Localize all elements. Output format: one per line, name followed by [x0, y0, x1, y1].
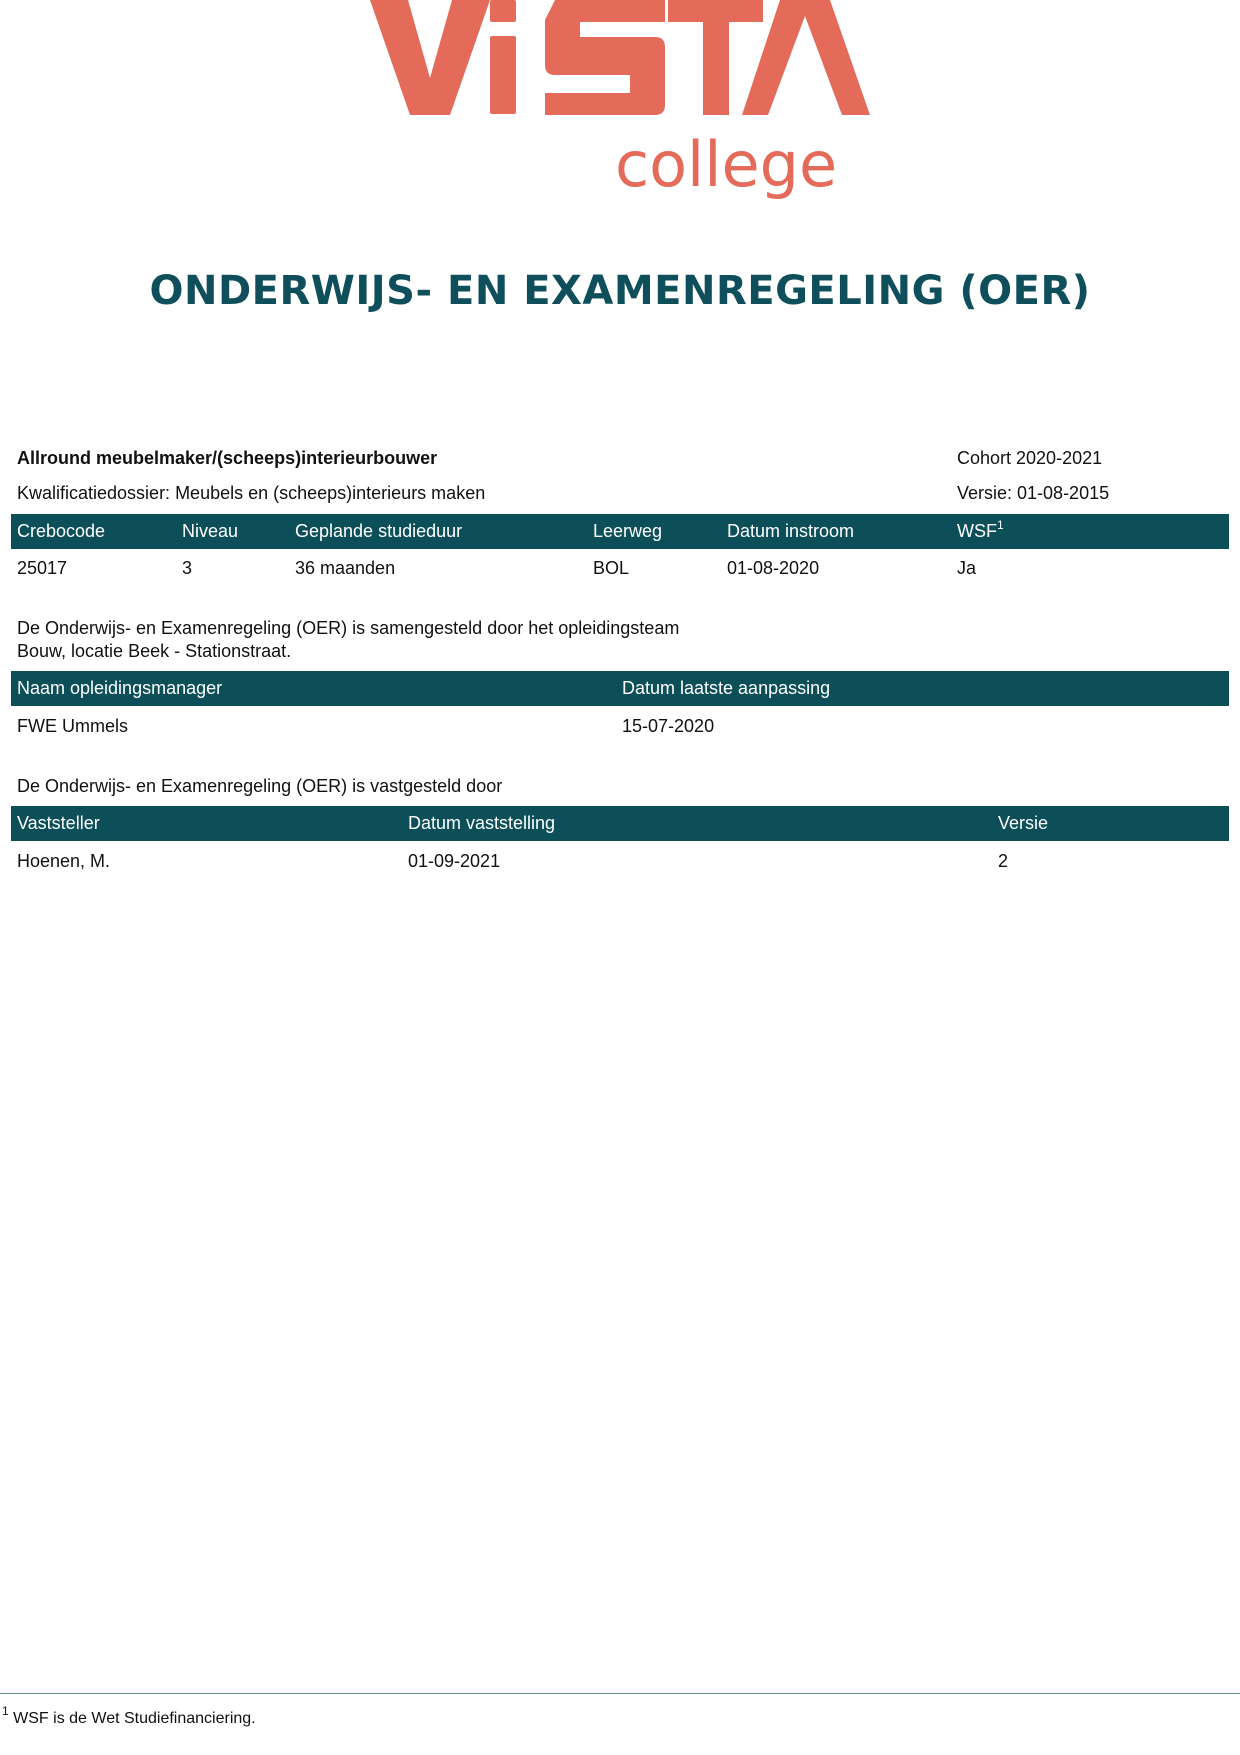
adopted-by-text: De Onderwijs- en Examenregeling (OER) is vastgesteld door [17, 776, 503, 796]
footnote-mark: 1 [2, 1704, 9, 1718]
cell-studieduur: 36 maanden [295, 558, 396, 578]
cell-datum-instroom: 01-08-2020 [727, 558, 820, 578]
header-vaststeller: Vaststeller [17, 813, 100, 833]
table3-header [11, 806, 1229, 841]
header-crebocode: Crebocode [17, 521, 106, 541]
header-wsf [957, 518, 1004, 542]
header-opleidingsmanager: Naam opleidingsmanager [17, 678, 223, 698]
cell-datum-vaststelling: 01-09-2021 [408, 851, 501, 871]
wsf-footnote-mark: 1 [997, 518, 1004, 532]
qualification-dossier: Kwalificatiedossier: Meubels en (scheeps)interieurs maken [17, 483, 486, 503]
cell-versie: 2 [998, 851, 1009, 871]
cell-wsf: Ja [957, 558, 977, 578]
header-datum-vaststelling: Datum vaststelling [408, 813, 556, 833]
version-label: Versie: 01-08-2015 [957, 483, 1110, 503]
table1-header [11, 514, 1229, 549]
header-wsf-label: WSF [957, 521, 997, 541]
composed-by-line2: Bouw, locatie Beek - Stationstraat. [17, 641, 292, 661]
footnote-divider [0, 1693, 1240, 1694]
header-laatste-aanpassing: Datum laatste aanpassing [622, 678, 831, 698]
cell-opleidingsmanager: FWE Ummels [17, 716, 128, 736]
cell-laatste-aanpassing: 15-07-2020 [622, 716, 715, 736]
header-studieduur: Geplande studieduur [295, 521, 463, 541]
footnote-text: WSF is de Wet Studiefinanciering. [13, 1710, 256, 1727]
header-leerweg: Leerweg [593, 521, 663, 541]
cell-vaststeller: Hoenen, M. [17, 851, 111, 871]
header-versie: Versie [998, 813, 1049, 833]
composed-by-line1: De Onderwijs- en Examenregeling (OER) is samengesteld door het opleidingsteam [17, 618, 680, 638]
cell-leerweg: BOL [593, 558, 630, 578]
footnote [2, 1704, 256, 1728]
header-datum-instroom: Datum instroom [727, 521, 855, 541]
table2-header [11, 671, 1229, 706]
logo-college-text: college [615, 128, 838, 201]
header-niveau: Niveau [182, 521, 239, 541]
program-name: Allround meubelmaker/(scheeps)interieurbouwer [17, 448, 438, 468]
cell-niveau: 3 [182, 558, 193, 578]
page-title: ONDERWIJS- EN EXAMENREGELING (OER) [149, 268, 1091, 314]
logo-mark [0, 0, 1240, 210]
vista-college-logo [0, 0, 1240, 210]
cohort-label: Cohort 2020-2021 [957, 448, 1103, 468]
cell-crebocode: 25017 [17, 558, 68, 578]
